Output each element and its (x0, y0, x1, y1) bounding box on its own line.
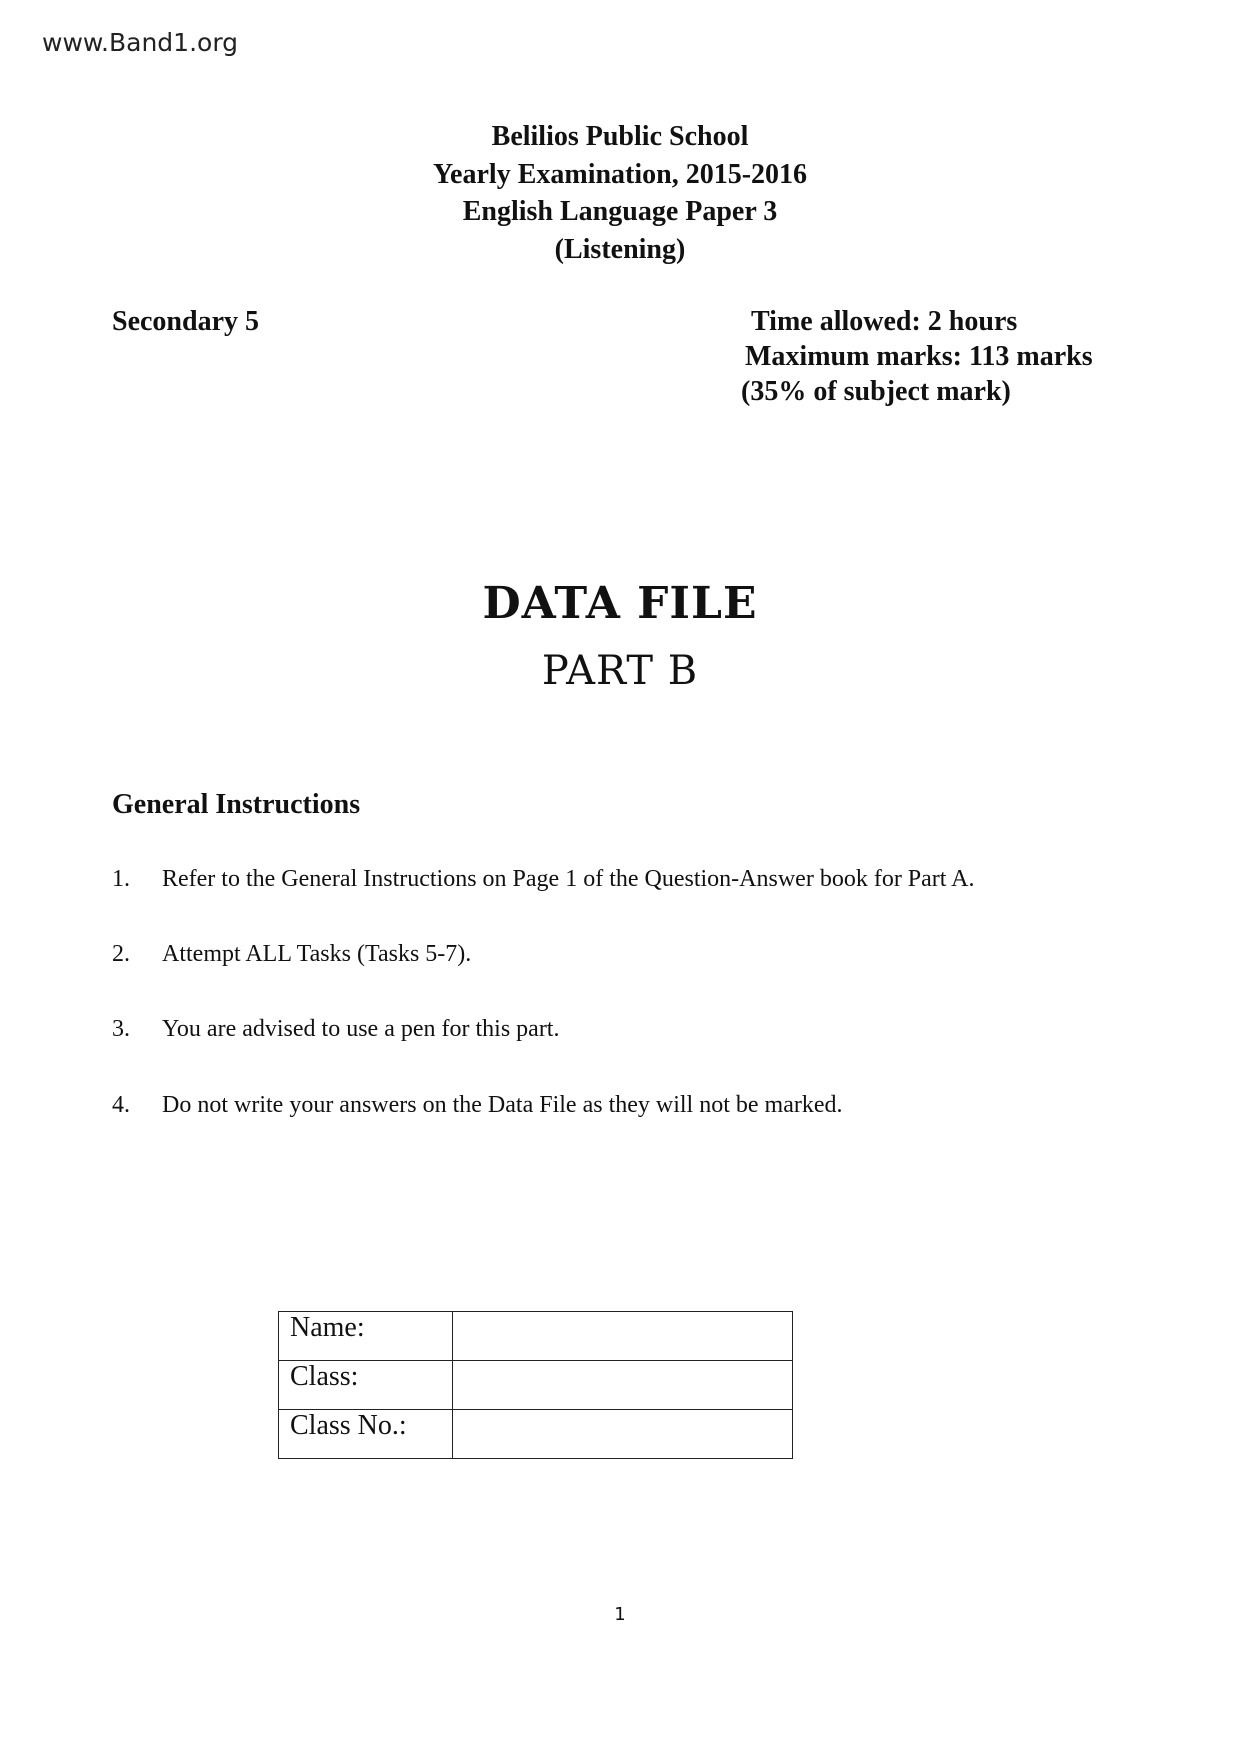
data-file-title: DATA FILE (482, 578, 758, 629)
class-field[interactable] (453, 1361, 793, 1410)
name-field[interactable] (453, 1312, 793, 1361)
instruction-item (112, 941, 471, 968)
time-allowed: Time allowed: 2 hours (751, 306, 1018, 337)
class-no-label: Class No.: (279, 1410, 453, 1459)
instructions-heading: General Instructions (112, 789, 361, 820)
instruction-item (112, 866, 974, 893)
instruction-text: You are advised to use a pen for this part. (162, 1016, 560, 1042)
instruction-text: Do not write your answers on the Data File as they will not be marked. (162, 1092, 843, 1118)
paper-component: (Listening) (554, 233, 686, 265)
name-label: Name: (279, 1312, 453, 1361)
instruction-text: Refer to the General Instructions on Page 1 of the Question-Answer book for Part A. (162, 866, 975, 892)
class-label: Class: (279, 1361, 453, 1410)
table-row (279, 1410, 793, 1459)
table-row (279, 1361, 793, 1410)
page-number: 1 (614, 1604, 626, 1625)
instruction-number: 2. (112, 941, 130, 967)
instruction-number: 3. (112, 1016, 130, 1042)
class-no-field[interactable] (453, 1410, 793, 1459)
instruction-item (112, 1092, 843, 1119)
instruction-text: Attempt ALL Tasks (Tasks 5-7). (162, 941, 472, 967)
table-row (279, 1312, 793, 1361)
paper-name: English Language Paper 3 (462, 196, 778, 227)
maximum-marks: Maximum marks: 113 marks (745, 341, 1093, 372)
exam-name: Yearly Examination, 2015-2016 (432, 158, 808, 190)
exam-header (0, 118, 1240, 268)
part-title: PART B (541, 648, 699, 694)
instruction-number: 1. (112, 866, 130, 892)
subject-weighting: (35% of subject mark) (741, 376, 1011, 407)
form-level: Secondary 5 (112, 306, 259, 337)
school-name: Belilios Public School (491, 121, 749, 152)
instruction-number: 4. (112, 1092, 130, 1118)
student-id-table (278, 1311, 793, 1459)
instruction-item (112, 1016, 559, 1043)
watermark-url: www.Band1.org (42, 28, 239, 57)
